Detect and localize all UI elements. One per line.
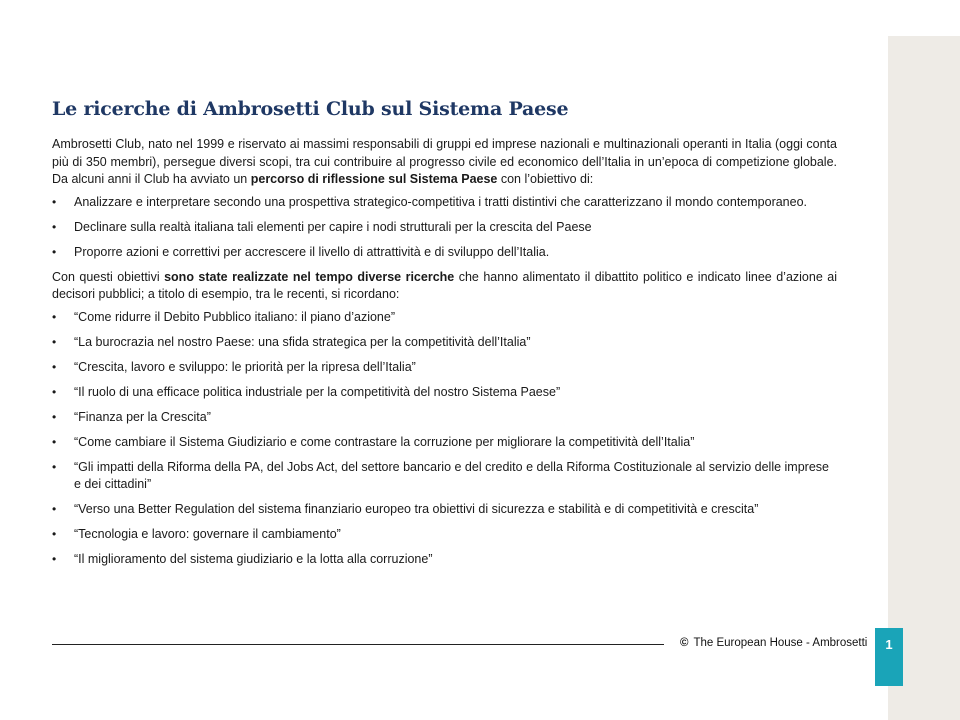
list-item: • “Come ridurre il Debito Pubblico italiano: il piano d’azione” bbox=[52, 309, 837, 327]
studies-list bbox=[52, 309, 837, 569]
list-item: • “Verso una Better Regulation del sistema finanziario europeo tra obiettivi di sicurezza e stabilità e di competitività e crescita” bbox=[52, 501, 837, 519]
second-bold: sono state realizzate nel tempo diverse ricerche bbox=[164, 269, 455, 284]
second-text-1: Con questi obiettivi bbox=[52, 269, 165, 284]
list-item: • “Tecnologia e lavoro: governare il cambiamento” bbox=[52, 526, 837, 544]
list-item: • Analizzare e interpretare secondo una prospettiva strategico-competitiva i tratti distintivi che caratterizzano il mondo contemporaneo. bbox=[52, 194, 837, 212]
page-number-badge: 1 bbox=[875, 628, 903, 686]
list-item: • “La burocrazia nel nostro Paese: una sfida strategica per la competitività dell’Italia” bbox=[52, 334, 837, 352]
intro-text-1: Ambrosetti Club, nato nel 1999 e riservato ai massimi responsabili di gruppi ed imprese nazionali e multinazionali operanti in Italia (oggi conta più di 350 membri), persegue diversi scopi, tra cui contribuire al progresso civile ed economico dell’Italia in un’epoca di competizione globale. Da alcuni anni il Club ha avviato un bbox=[52, 137, 837, 186]
intro-bold: percorso di riflessione sul Sistema Paese bbox=[250, 172, 498, 186]
second-text-2: che hanno alimentato il dibattito politico e indicato linee d’azione ai decisori pubblici; a titolo di esempio, tra le recenti, si ricordano: bbox=[52, 269, 837, 301]
intro-paragraph bbox=[52, 136, 837, 189]
copyright-icon: © bbox=[680, 637, 689, 649]
footer-rule bbox=[52, 644, 664, 645]
list-item: • “Finanza per la Crescita” bbox=[52, 409, 837, 427]
intro-text-2: con l’obiettivo di: bbox=[497, 172, 594, 186]
list-item: • Declinare sulla realtà italiana tali elementi per capire i nodi strutturali per la crescita del Paese bbox=[52, 219, 837, 237]
list-item: • “Il miglioramento del sistema giudiziario e la lotta alla corruzione” bbox=[52, 551, 837, 569]
second-paragraph bbox=[52, 269, 837, 304]
list-item: • “Il ruolo di una efficace politica industriale per la competitività del nostro Sistema Paese” bbox=[52, 384, 837, 402]
footer-publisher: The European House - Ambrosetti bbox=[693, 637, 868, 649]
list-item: • “Crescita, lavoro e sviluppo: le priorità per la ripresa dell’Italia” bbox=[52, 359, 837, 377]
list-item: • Proporre azioni e correttivi per accrescere il livello di attrattività e di sviluppo dell’Italia. bbox=[52, 244, 837, 262]
objectives-list bbox=[52, 194, 837, 262]
list-item: • “Come cambiare il Sistema Giudiziario e come contrastare la corruzione per migliorare la competitività dell’Italia” bbox=[52, 434, 837, 452]
page-content bbox=[52, 98, 837, 576]
list-item: • “Gli impatti della Riforma della PA, del Jobs Act, del settore bancario e del credito e della Riforma Costituzionale al servizio delle imprese e dei cittadini” bbox=[52, 459, 837, 494]
page-title: Le ricerche di Ambrosetti Club sul Sistema Paese bbox=[52, 98, 569, 120]
side-strip bbox=[888, 36, 960, 720]
footer-copyright bbox=[680, 637, 867, 649]
